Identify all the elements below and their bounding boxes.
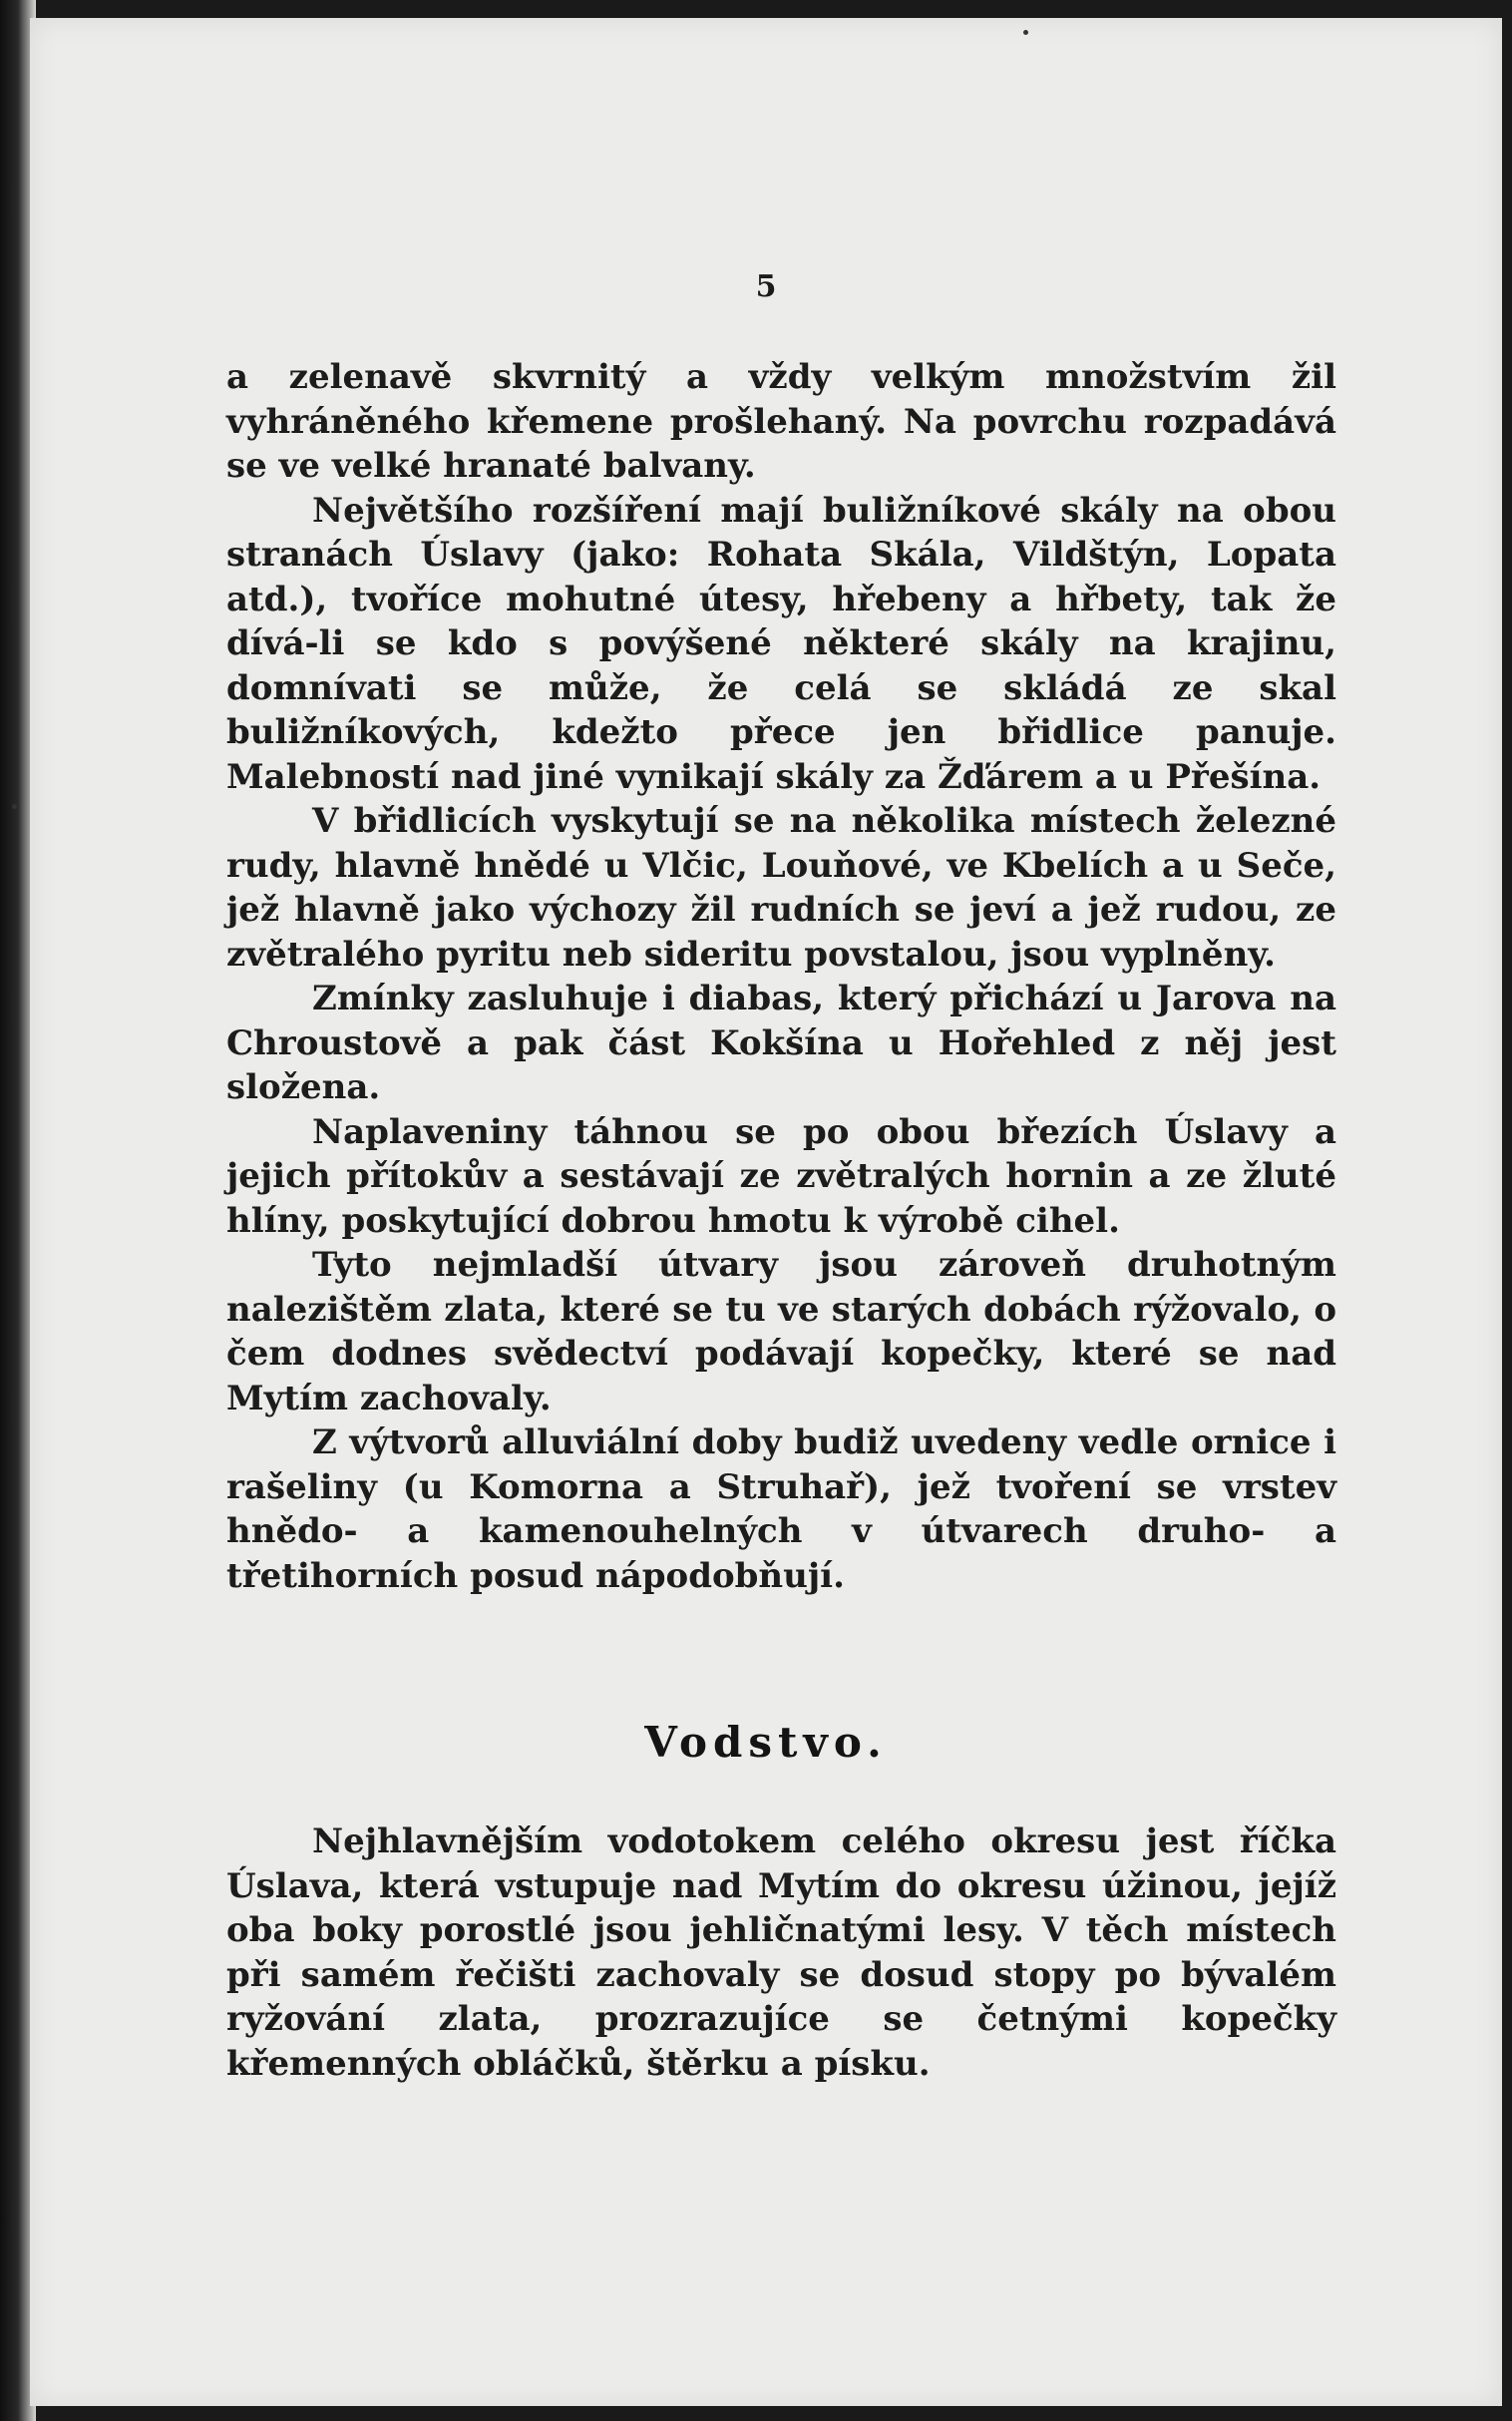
- paper-speck: [12, 804, 17, 809]
- paragraph: Největšího rozšíření mají buližníkové skály na obou stranách Úslavy (jako: Rohata Skála, Vildštýn, Lopata atd.), tvoříce mohutné útesy, hřebeny a hřbety, tak že dívá-li se kdo s povýšené některé skály na krajinu, domnívati se může, že celá se skládá ze skal buližníkových, kdežto přece jen břidlice panuje. Malebností nad jiné vynikají skály za Žďárem a u Přešína.: [226, 490, 1336, 797]
- paragraph: a zelenavě skvrnitý a vždy velkým množstvím žil vyhráněného křemene prošlehaný. Na povrchu rozpadává se ve velké hranaté balvany.: [226, 357, 1336, 486]
- paragraph: Tyto nejmladší útvary jsou zároveň druhotným nalezištěm zlata, které se tu ve starých dobách rýžovalo, o čem dodnes svědectví podávají kopečky, které se nad Mytím zachovaly.: [226, 1245, 1336, 1418]
- paragraph: Z výtvorů alluviální doby budiž uvedeny vedle ornice i rašeliny (u Komorna a Struhař), jež tvoření se vrstev hnědo- a kamenouhelných v útvarech druho- a třetihorních posud nápodobňují.: [226, 1422, 1336, 1596]
- page-number: 5: [755, 269, 777, 304]
- body-text-bottom: [226, 1819, 1336, 2086]
- section-heading: Vodstvo.: [644, 1718, 888, 1767]
- body-text-top: [226, 355, 1336, 1598]
- paper-speck: [1023, 30, 1028, 35]
- paragraph: V břidlicích vyskytují se na několika místech železné rudy, hlavně hnědé u Vlčic, Louňové, ve Kbelích a u Seče, jež hlavně jako výchozy žil rudních se jeví a jež rudou, ze zvětralého pyritu neb sideritu povstalou, jsou vyplněny.: [226, 801, 1336, 975]
- paragraph: Naplaveniny táhnou se po obou březích Úslavy a jejich přítokův a sestávají ze zvětralých hornin a ze žluté hlíny, poskytující dobrou hmotu k výrobě cihel.: [226, 1111, 1336, 1241]
- paragraph: Zmínky zasluhuje i diabas, který přichází u Jarova na Chroustově a pak část Kokšína u Hořehled z něj jest složena.: [226, 979, 1336, 1107]
- paragraph: Nejhlavnějším vodotokem celého okresu jest říčka Úslava, která vstupuje nad Mytím do okresu úžinou, jejíž oba boky porostlé jsou jehličnatými lesy. V těch místech při samém řečišti zachovaly se dosud stopy po bývalém ryžování zlata, prozrazujíce se četnými kopečky křemenných obláčků, štěrku a písku.: [226, 1821, 1336, 2084]
- book-page: [30, 18, 1502, 2406]
